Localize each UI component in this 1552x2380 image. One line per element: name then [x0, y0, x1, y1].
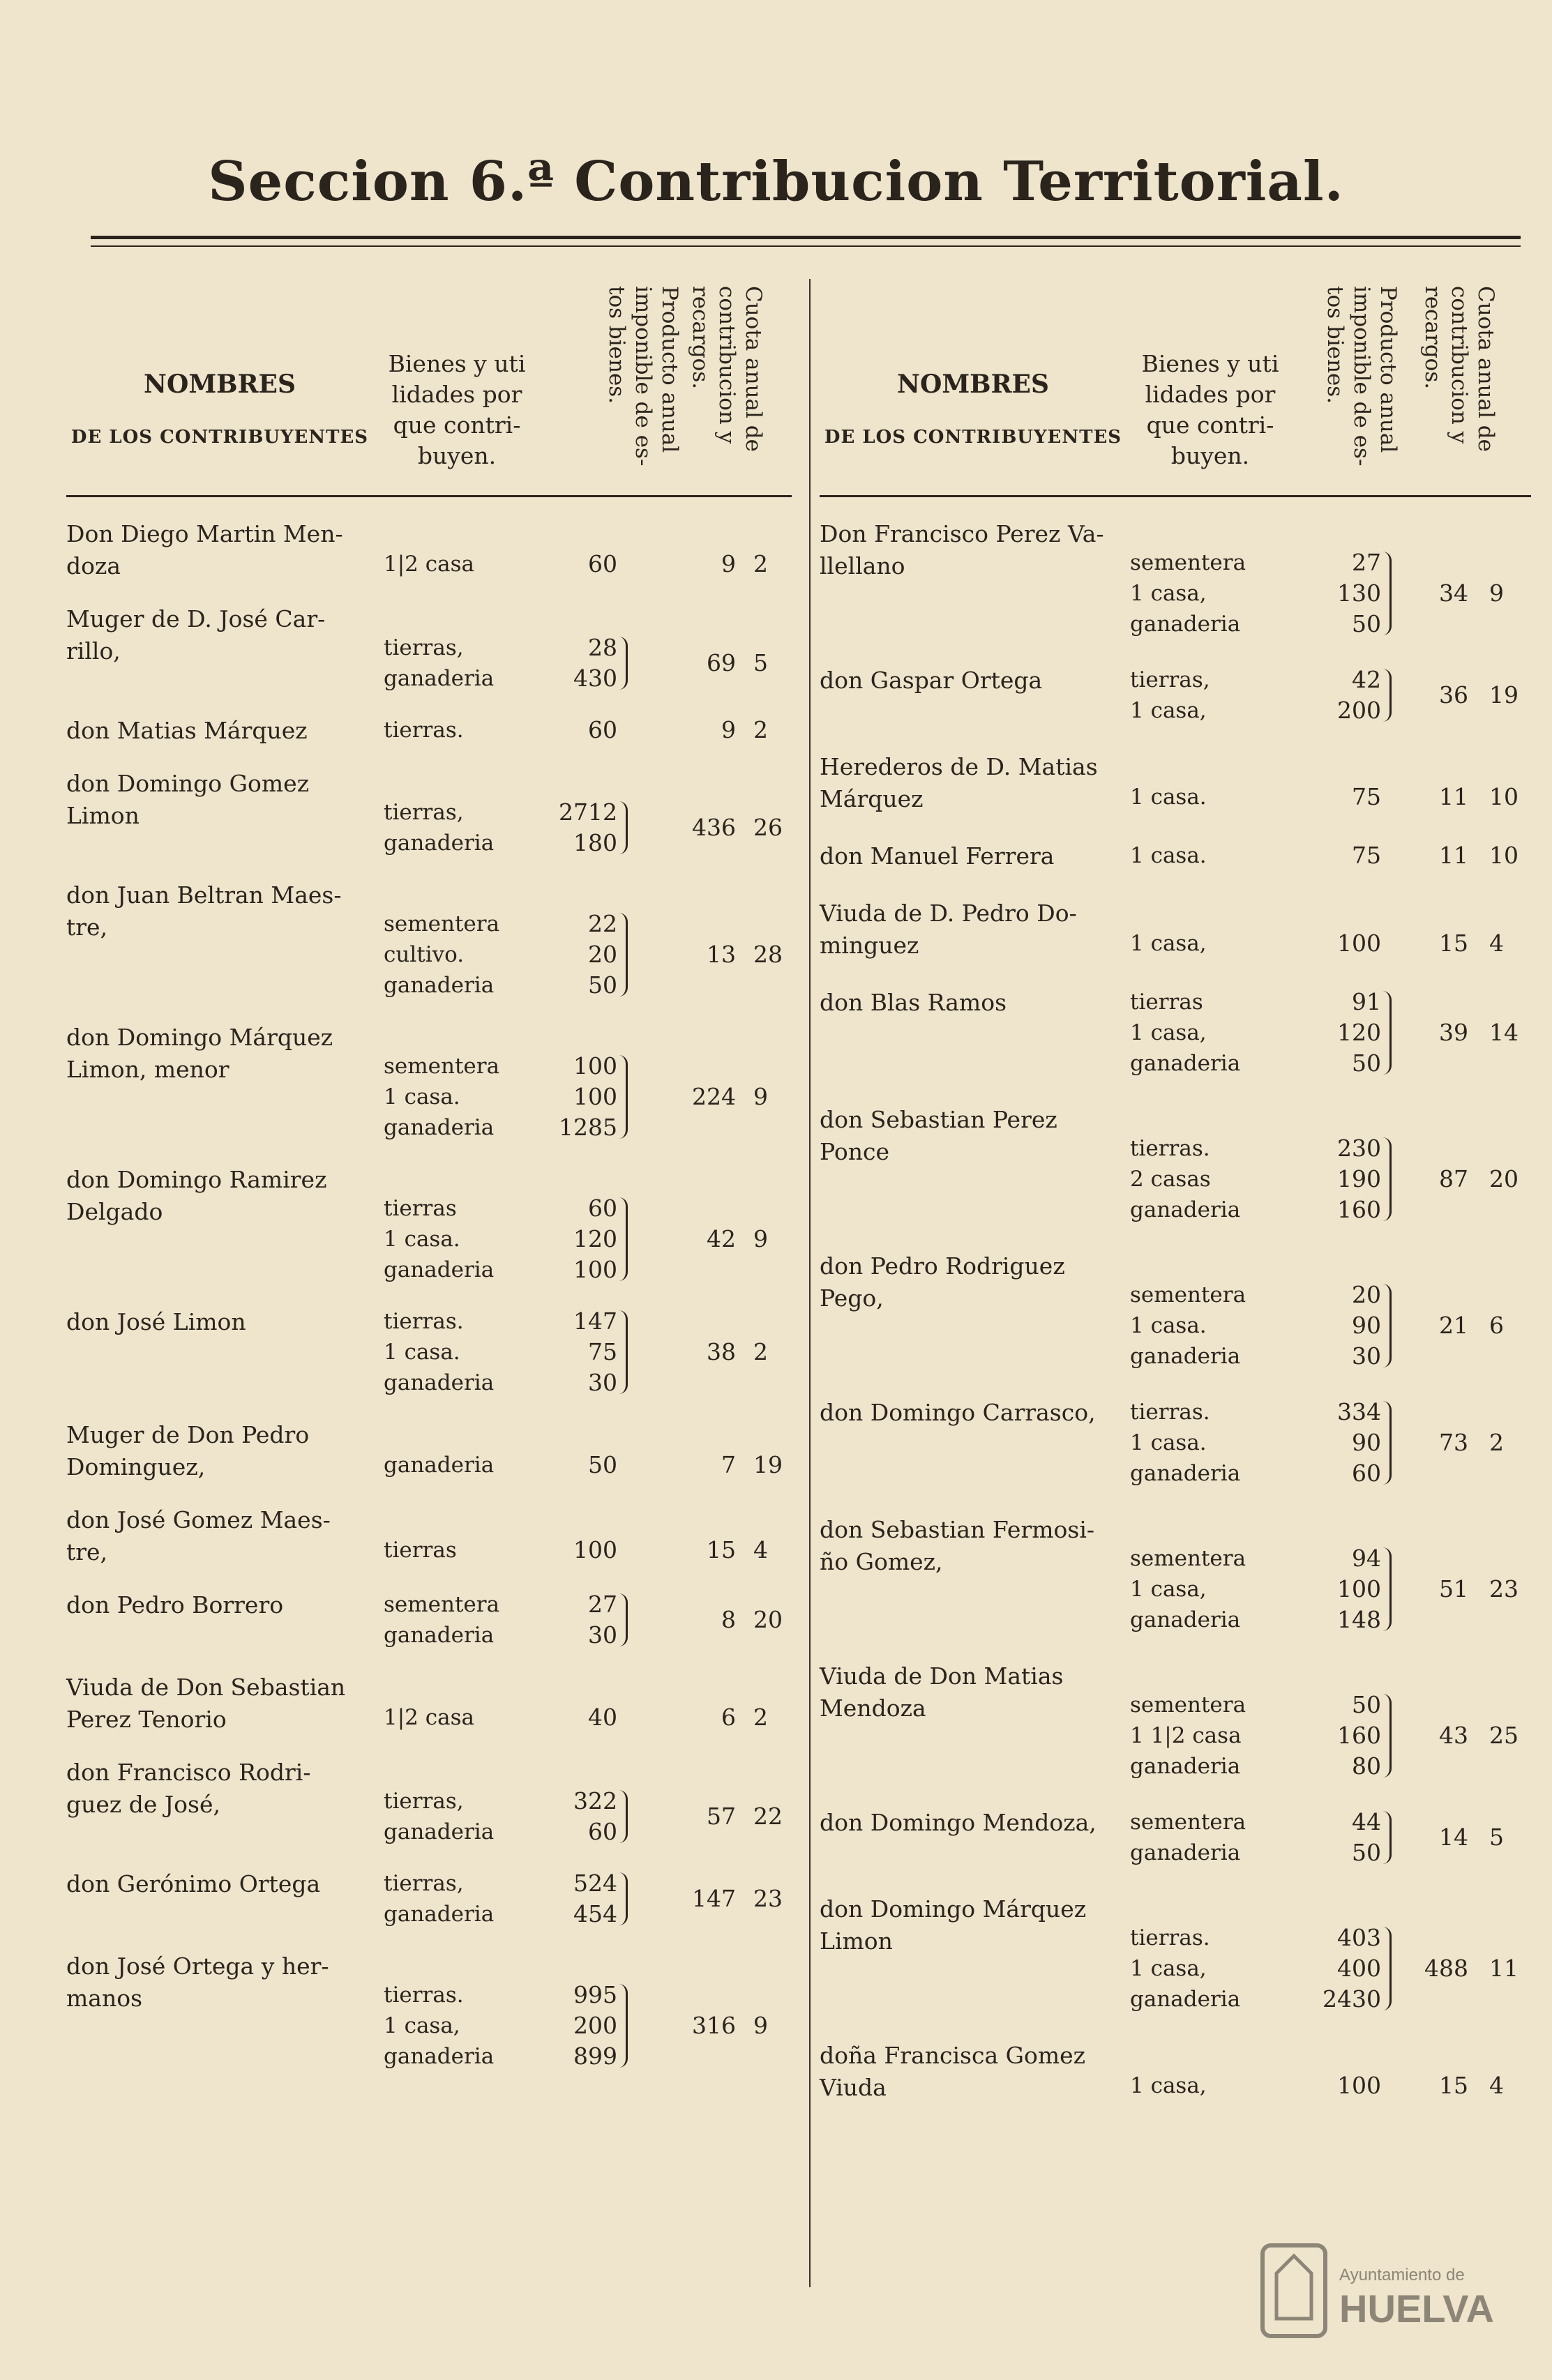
property-item: 1 casa.: [384, 1340, 460, 1365]
contributor-name: ño Gomez,: [820, 1548, 943, 1575]
product-value: 80: [1352, 1752, 1381, 1780]
left-column: [66, 279, 792, 2070]
cuota-reales: 69: [707, 649, 736, 676]
cuota-reales: 42: [707, 1225, 736, 1252]
product-value: 60: [588, 1818, 617, 1845]
brace-mark: [619, 913, 628, 996]
contributor-name: don Pedro Rodriguez: [820, 1252, 1065, 1280]
table-row: [66, 1306, 792, 1416]
contributor-name: llellano: [820, 552, 905, 579]
property-item: sementera: [384, 1592, 500, 1617]
contributor-name: rillo,: [66, 637, 121, 665]
product-value: 50: [1352, 610, 1381, 637]
contributor-name: Dominguez,: [66, 1453, 206, 1480]
product-value: 430: [573, 665, 617, 692]
brace-mark: [1383, 669, 1392, 722]
contributor-name: tre,: [66, 914, 108, 941]
table-row: [820, 751, 1517, 833]
property-item: sementera: [384, 1054, 500, 1079]
brace-mark: [1383, 1284, 1392, 1367]
product-value: 60: [1352, 1460, 1381, 1487]
table-row: [66, 1868, 792, 1948]
property-item: 1|2 casa: [384, 552, 474, 577]
property-item: tierras,: [384, 1871, 464, 1896]
property-item: ganaderia: [384, 1115, 495, 1140]
property-item: tierras,: [384, 1789, 464, 1814]
cuota-reales: 36: [1439, 681, 1468, 708]
product-value: 40: [588, 1704, 617, 1731]
contributor-name: don Domingo Mendoza,: [820, 1809, 1097, 1836]
property-item: 1 casa,: [1130, 1956, 1207, 1981]
property-item: cultivo.: [384, 942, 465, 967]
cuota-reales: 34: [1439, 579, 1468, 607]
header-producto: Producto anual imponible de es- tos bienes.: [604, 286, 682, 467]
brace-mark: [1383, 1694, 1392, 1778]
product-value: 42: [1352, 666, 1381, 693]
property-item: 1 casa.: [1130, 1313, 1207, 1338]
product-value: 20: [1352, 1281, 1381, 1308]
product-value: 130: [1337, 579, 1381, 607]
table-row: [820, 897, 1517, 980]
product-value: 50: [1352, 1049, 1381, 1077]
contributor-name: Limon, menor: [66, 1056, 229, 1083]
cuota-reales: 6: [721, 1704, 736, 1731]
cuota-maravedis: 9: [753, 2012, 768, 2039]
cuota-maravedis: 11: [1489, 1955, 1519, 1982]
cuota-maravedis: 23: [1489, 1575, 1519, 1602]
cuota-reales: 51: [1439, 1575, 1468, 1602]
table-row: [820, 1250, 1517, 1390]
property-item: 1|2 casa: [384, 1705, 474, 1730]
product-value: 30: [588, 1621, 617, 1648]
property-item: ganaderia: [1130, 1840, 1241, 1865]
product-value: 22: [588, 910, 617, 937]
product-value: 322: [573, 1787, 617, 1814]
brace-mark: [1383, 552, 1392, 635]
cuota-maravedis: 19: [1489, 681, 1519, 708]
cuota-reales: 7: [721, 1451, 736, 1478]
cuota-maravedis: 9: [753, 1083, 768, 1110]
brace-mark: [619, 1310, 628, 1394]
contributor-name: don Manuel Ferrera: [820, 842, 1055, 870]
table-row: [820, 987, 1517, 1097]
property-item: 1 1|2 casa: [1130, 1723, 1242, 1748]
contributor-name: don Domingo Márquez: [66, 1024, 333, 1051]
contributor-name: don Blas Ramos: [820, 989, 1007, 1016]
product-value: 28: [588, 634, 617, 661]
contributor-name: Muger de D. José Car-: [66, 605, 326, 632]
table-row: [820, 1893, 1517, 2033]
property-item: tierras,: [1130, 667, 1210, 692]
product-value: 454: [573, 1900, 617, 1927]
product-value: 60: [588, 716, 617, 743]
contributor-name: Limon: [820, 1927, 893, 1955]
contributor-name: don Domingo Carrasco,: [820, 1399, 1096, 1426]
brace-mark: [619, 801, 628, 854]
property-item: ganaderia: [1130, 612, 1241, 637]
cuota-maravedis: 5: [1489, 1824, 1504, 1851]
table-row: [66, 518, 792, 600]
cuota-maravedis: 4: [1489, 2072, 1504, 2099]
contributor-name: Ponce: [820, 1138, 889, 1165]
contributor-name: don Gerónimo Ortega: [66, 1870, 321, 1897]
header-cuota: Cuota anual de contribucion y recargos.: [688, 286, 766, 452]
product-value: 20: [588, 941, 617, 968]
contributor-name: minguez: [820, 932, 919, 959]
product-value: 334: [1337, 1398, 1381, 1425]
cuota-reales: 11: [1439, 842, 1468, 869]
contributor-name: Herederos de D. Matias: [820, 753, 1098, 780]
contributor-name: don Domingo Márquez: [820, 1895, 1087, 1923]
table-row: [66, 1757, 792, 1865]
contributor-name: tre,: [66, 1538, 108, 1566]
table-row: [66, 1672, 792, 1754]
product-value: 230: [1337, 1135, 1381, 1162]
table-row: [66, 603, 792, 712]
table-row: [820, 1514, 1517, 1653]
contributor-name: Limon: [66, 802, 140, 829]
brace-mark: [619, 637, 628, 690]
table-row: [820, 840, 1517, 890]
contributor-name: Viuda: [820, 2074, 887, 2101]
property-item: tierras.: [384, 718, 464, 743]
contributor-name: don José Ortega y her-: [66, 1953, 329, 1980]
contributor-name: don Domingo Gomez: [66, 770, 310, 797]
cuota-maravedis: 26: [753, 814, 783, 841]
product-value: 200: [1337, 697, 1381, 724]
property-item: ganaderia: [384, 1453, 495, 1478]
property-item: ganaderia: [1130, 1754, 1241, 1779]
product-value: 100: [573, 1083, 617, 1110]
brace-mark: [1383, 1547, 1392, 1631]
product-value: 90: [1352, 1429, 1381, 1456]
table-row: [66, 1022, 792, 1161]
contributor-name: Delgado: [66, 1198, 163, 1225]
property-item: tierras,: [384, 635, 464, 660]
brace-mark: [1383, 991, 1392, 1075]
cuota-reales: 488: [1424, 1955, 1468, 1982]
product-value: 160: [1337, 1196, 1381, 1223]
property-item: tierras.: [1130, 1925, 1210, 1950]
brace-mark: [619, 1055, 628, 1139]
product-value: 200: [573, 2012, 617, 2039]
contributor-name: don José Gomez Maes-: [66, 1506, 331, 1533]
property-item: sementera: [384, 911, 500, 937]
product-value: 50: [588, 1451, 617, 1478]
product-value: 148: [1337, 1606, 1381, 1633]
contributor-name: guez de José,: [66, 1791, 220, 1818]
property-item: ganaderia: [1130, 1461, 1241, 1486]
cuota-maravedis: 23: [753, 1885, 783, 1912]
contributor-name: Don Francisco Perez Va-: [820, 520, 1104, 547]
table-row: [66, 768, 792, 877]
property-item: sementera: [1130, 1692, 1246, 1718]
product-value: 899: [573, 2042, 617, 2070]
cuota-reales: 15: [1439, 930, 1468, 957]
cuota-maravedis: 10: [1489, 783, 1519, 810]
product-value: 160: [1337, 1722, 1381, 1749]
product-value: 50: [588, 971, 617, 999]
contributor-name: don Matias Márquez: [66, 717, 308, 744]
column-divider: [809, 279, 811, 2287]
property-item: tierras: [384, 1538, 457, 1563]
property-item: sementera: [1130, 1810, 1246, 1835]
product-value: 147: [573, 1308, 617, 1335]
table-row: [66, 1950, 792, 2090]
cuota-reales: 14: [1439, 1824, 1468, 1851]
cuota-maravedis: 19: [753, 1451, 783, 1478]
property-item: ganaderia: [384, 1257, 495, 1282]
table-row: [66, 1504, 792, 1586]
cuota-maravedis: 4: [753, 1536, 768, 1563]
header-names: NOMBRES DE LOS CONTRIBUYENTES: [70, 370, 369, 448]
contributor-name: don Sebastian Fermosi-: [820, 1516, 1095, 1543]
product-value: 180: [573, 829, 617, 856]
property-item: 1 casa,: [384, 2013, 460, 2038]
property-item: tierras.: [1130, 1400, 1210, 1425]
cuota-reales: 15: [1439, 2072, 1468, 2099]
brace-mark: [619, 1790, 628, 1843]
cuota-reales: 87: [1439, 1165, 1468, 1192]
brace-mark: [619, 1872, 628, 1925]
product-value: 75: [1352, 783, 1381, 810]
contributor-name: don Juan Beltran Maes-: [66, 881, 342, 909]
product-value: 100: [573, 1052, 617, 1079]
property-item: ganaderia: [1130, 1344, 1241, 1369]
contributor-name: Márquez: [820, 785, 924, 812]
property-item: 2 casas: [1130, 1167, 1211, 1192]
table-row: [66, 879, 792, 1019]
property-item: ganaderia: [384, 1819, 495, 1844]
property-item: 1 casa,: [1130, 698, 1207, 723]
product-value: 30: [1352, 1342, 1381, 1370]
table-row: [66, 715, 792, 765]
product-value: 403: [1337, 1924, 1381, 1951]
table-header: [66, 279, 792, 497]
property-item: 1 casa,: [1130, 581, 1207, 606]
cuota-reales: 9: [721, 716, 736, 743]
table-header-right: [820, 279, 1531, 497]
contributor-name: don Francisco Rodri-: [66, 1759, 311, 1786]
cuota-reales: 21: [1439, 1312, 1468, 1339]
product-value: 50: [1352, 1691, 1381, 1718]
contributor-name: don Domingo Ramirez: [66, 1166, 327, 1193]
cuota-maravedis: 20: [1489, 1165, 1519, 1192]
property-item: 1 casa,: [1130, 1577, 1207, 1602]
product-value: 91: [1352, 988, 1381, 1015]
contributor-name: don Gaspar Ortega: [820, 667, 1043, 694]
cuota-reales: 147: [692, 1885, 736, 1912]
property-item: sementera: [1130, 1546, 1246, 1571]
product-value: 190: [1337, 1165, 1381, 1192]
brace-mark: [619, 1197, 628, 1281]
product-value: 100: [1337, 2072, 1381, 2099]
table-row: [820, 1660, 1517, 1800]
cuota-maravedis: 4: [1489, 930, 1504, 957]
cuota-maravedis: 9: [753, 1225, 768, 1252]
cuota-maravedis: 2: [1489, 1429, 1504, 1456]
cuota-maravedis: 6: [1489, 1312, 1504, 1339]
property-item: tierras.: [384, 1309, 464, 1334]
cuota-reales: 13: [707, 941, 736, 968]
cuota-reales: 436: [692, 814, 736, 841]
property-item: tierras: [1130, 990, 1203, 1015]
brace-mark: [1383, 1401, 1392, 1485]
brace-mark: [1383, 1927, 1392, 2010]
table-row: [820, 2040, 1517, 2122]
title-rule-thin: [91, 245, 1521, 247]
table-row: [820, 1807, 1517, 1886]
property-item: ganaderia: [1130, 1051, 1241, 1076]
title-rule: [91, 236, 1521, 239]
cuota-reales: 9: [721, 550, 736, 577]
contributor-name: Viuda de D. Pedro Do-: [820, 900, 1077, 927]
property-item: 1 casa.: [1130, 843, 1207, 868]
cuota-reales: 224: [692, 1083, 736, 1110]
cuota-maravedis: 2: [753, 550, 768, 577]
product-value: 27: [1352, 549, 1381, 576]
cuota-maravedis: 5: [753, 649, 768, 676]
page-title: Seccion 6.ª Contribucion Territorial.: [208, 150, 1344, 213]
property-item: ganaderia: [384, 1370, 495, 1395]
cuota-reales: 38: [707, 1338, 736, 1365]
property-item: 1 casa.: [384, 1084, 460, 1109]
property-item: ganaderia: [1130, 1197, 1241, 1222]
cuota-reales: 316: [692, 2012, 736, 2039]
cuota-reales: 73: [1439, 1429, 1468, 1456]
brace-mark: [1383, 1137, 1392, 1221]
property-item: 1 casa.: [1130, 1430, 1207, 1455]
product-value: 524: [573, 1870, 617, 1897]
property-item: ganaderia: [384, 1902, 495, 1927]
cuota-maravedis: 20: [753, 1606, 783, 1633]
property-item: sementera: [1130, 1282, 1246, 1308]
property-item: ganaderia: [384, 973, 495, 998]
table-row: [66, 1589, 792, 1669]
cuota-maravedis: 10: [1489, 842, 1519, 869]
brace-mark: [619, 1593, 628, 1646]
product-value: 50: [1352, 1839, 1381, 1866]
product-value: 100: [573, 1536, 617, 1563]
table-row: [820, 518, 1517, 658]
product-value: 60: [588, 1195, 617, 1222]
table-row: [820, 1397, 1517, 1507]
table-row: [66, 1164, 792, 1303]
cuota-reales: 57: [707, 1803, 736, 1830]
product-value: 1285: [559, 1114, 617, 1141]
product-value: 120: [573, 1225, 617, 1252]
table-row: [820, 1104, 1517, 1243]
property-item: ganaderia: [384, 2044, 495, 2069]
cuota-maravedis: 2: [753, 716, 768, 743]
property-item: 1 casa,: [1130, 1020, 1207, 1045]
right-column: [820, 279, 1531, 2101]
cuota-maravedis: 28: [753, 941, 783, 968]
cuota-maravedis: 25: [1489, 1722, 1519, 1749]
contributor-name: don Pedro Borrero: [66, 1591, 284, 1619]
property-item: 1 casa.: [384, 1227, 460, 1252]
contributor-name: Perez Tenorio: [66, 1706, 227, 1733]
cuota-maravedis: 14: [1489, 1019, 1519, 1046]
product-value: 30: [588, 1369, 617, 1396]
cuota-maravedis: 2: [753, 1338, 768, 1365]
product-value: 94: [1352, 1545, 1381, 1572]
brace-mark: [619, 1984, 628, 2068]
cuota-reales: 11: [1439, 783, 1468, 810]
product-value: 120: [1337, 1019, 1381, 1046]
contributor-name: Don Diego Martin Men-: [66, 520, 343, 547]
contributor-name: doña Francisca Gomez: [820, 2042, 1086, 2069]
product-value: 2430: [1323, 1985, 1381, 2013]
product-value: 100: [1337, 1575, 1381, 1602]
property-item: ganaderia: [1130, 1607, 1241, 1632]
property-item: tierras.: [384, 1983, 464, 2008]
product-value: 100: [1337, 930, 1381, 957]
header-cuota-right: Cuota anual de contribucion y recargos.: [1420, 286, 1498, 452]
cuota-reales: 39: [1439, 1019, 1468, 1046]
contributor-name: Mendoza: [820, 1695, 926, 1722]
property-item: tierras.: [1130, 1136, 1210, 1161]
brace-mark: [1383, 1811, 1392, 1864]
cuota-reales: 15: [707, 1536, 736, 1563]
property-item: tierras,: [384, 800, 464, 825]
product-value: 27: [588, 1591, 617, 1618]
property-item: tierras: [384, 1196, 457, 1221]
property-item: ganaderia: [1130, 1987, 1241, 2012]
contributor-name: Viuda de Don Matias: [820, 1662, 1064, 1690]
product-value: 100: [573, 1256, 617, 1283]
property-item: 1 casa,: [1130, 2073, 1207, 2098]
property-item: sementera: [1130, 550, 1246, 575]
contributor-name: manos: [66, 1985, 143, 2012]
product-value: 75: [588, 1338, 617, 1365]
product-value: 60: [588, 550, 617, 577]
product-value: 44: [1352, 1808, 1381, 1835]
header-bienes: Bienes y uti lidades por que contri- buyen.: [388, 350, 526, 469]
contributor-name: doza: [66, 552, 121, 579]
product-value: 995: [573, 1981, 617, 2008]
header-producto-right: Producto anual imponible de es- tos bienes.: [1323, 286, 1401, 467]
header-names-right: NOMBRES DE LOS CONTRIBUYENTES: [824, 370, 1122, 448]
product-value: 400: [1337, 1955, 1381, 1982]
cuota-reales: 43: [1439, 1722, 1468, 1749]
header-bienes-right: Bienes y uti lidades por que contri- buyen.: [1141, 350, 1279, 469]
contributor-name: don Sebastian Perez: [820, 1106, 1057, 1133]
product-value: 75: [1352, 842, 1381, 869]
property-item: ganaderia: [384, 831, 495, 856]
contributor-name: Pego,: [820, 1284, 884, 1312]
cuota-maravedis: 9: [1489, 579, 1504, 607]
table-row: [820, 665, 1517, 744]
contributor-name: don José Limon: [66, 1308, 246, 1335]
contributor-name: Muger de Don Pedro: [66, 1421, 310, 1448]
cuota-reales: 8: [721, 1606, 736, 1633]
property-item: 1 casa.: [1130, 785, 1207, 810]
logo-line2: HUELVA: [1339, 2287, 1494, 2330]
product-value: 90: [1352, 1312, 1381, 1339]
cuota-maravedis: 2: [753, 1704, 768, 1731]
table-row: [66, 1419, 792, 1501]
contributor-name: Viuda de Don Sebastian: [66, 1674, 346, 1701]
property-item: 1 casa,: [1130, 931, 1207, 956]
cuota-maravedis: 22: [753, 1803, 783, 1830]
huelva-seal-icon: [1256, 2231, 1507, 2350]
product-value: 2712: [559, 798, 617, 826]
logo-line1: Ayuntamiento de: [1339, 2266, 1465, 2284]
property-item: ganaderia: [384, 1623, 495, 1648]
property-item: ganaderia: [384, 666, 495, 691]
